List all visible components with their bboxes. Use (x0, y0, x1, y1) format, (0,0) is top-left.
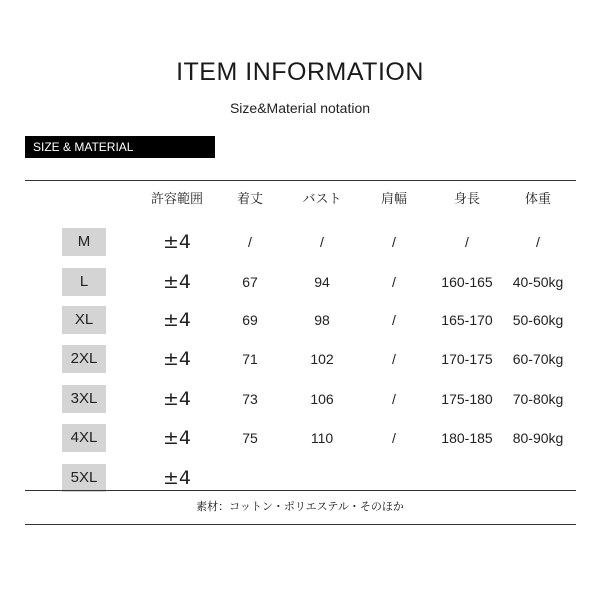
weight-cell: / (536, 234, 540, 250)
weight-cell: 60-70kg (512, 351, 564, 367)
length-cell: 71 (242, 351, 258, 367)
height-cell: 160-165 (441, 274, 493, 290)
height-cell: 170-175 (441, 351, 493, 367)
header-shoulder: 肩幅 (380, 192, 407, 207)
height-cell (432, 464, 502, 492)
length-cell: 73 (242, 391, 258, 407)
length-cell: / (248, 234, 252, 250)
table-row (0, 306, 600, 334)
header-length: 着丈 (236, 192, 263, 207)
height-cell: / (465, 234, 469, 250)
bust-cell: 94 (314, 274, 330, 290)
table-header-row (0, 188, 600, 206)
bottom-divider-upper (25, 490, 576, 491)
header-bust: バスト (302, 192, 342, 207)
header-height: 身長 (453, 192, 480, 207)
weight-cell: 70-80kg (512, 391, 564, 407)
tolerance-cell: ±4 (162, 348, 191, 370)
material-note: 素材：コットン・ポリエステル・そのほか (196, 500, 404, 513)
size-label: XL (62, 306, 106, 334)
table-row (0, 268, 600, 296)
table-row (0, 464, 600, 492)
weight-cell: 40-50kg (512, 274, 564, 290)
table-row (0, 424, 600, 452)
table-row (0, 228, 600, 256)
weight-cell: 50-60kg (512, 312, 564, 328)
size-label: 2XL (62, 345, 106, 373)
tolerance-cell: ±4 (162, 231, 191, 253)
length-cell (222, 464, 278, 492)
shoulder-cell (366, 464, 422, 492)
page-subtitle: Size&Material notation (229, 100, 371, 116)
size-label: 3XL (62, 385, 106, 413)
table-row (0, 385, 600, 413)
weight-cell (502, 464, 574, 492)
weight-cell: 80-90kg (512, 430, 564, 446)
page-title: ITEM INFORMATION (176, 58, 424, 86)
size-label: 5XL (62, 464, 106, 492)
length-cell: 75 (242, 430, 258, 446)
bust-cell: 98 (314, 312, 330, 328)
shoulder-cell: / (392, 274, 396, 290)
size-label: L (62, 268, 106, 296)
shoulder-cell: / (392, 234, 396, 250)
length-cell: 67 (242, 274, 258, 290)
shoulder-cell: / (392, 351, 396, 367)
bust-cell: / (320, 234, 324, 250)
bust-cell: 110 (310, 430, 334, 446)
bust-cell: 102 (310, 351, 334, 367)
length-cell: 69 (242, 312, 258, 328)
tolerance-cell: ±4 (162, 427, 191, 449)
table-row (0, 345, 600, 373)
section-banner: SIZE & MATERIAL (25, 136, 215, 158)
shoulder-cell: / (392, 391, 396, 407)
bottom-divider-lower (25, 524, 576, 525)
size-label: M (62, 228, 106, 256)
height-cell: 165-170 (441, 312, 493, 328)
tolerance-cell: ±4 (162, 309, 191, 331)
tolerance-cell: ±4 (162, 388, 191, 410)
shoulder-cell: / (392, 312, 396, 328)
size-label: 4XL (62, 424, 106, 452)
tolerance-cell: ±4 (162, 467, 191, 489)
height-cell: 175-180 (441, 391, 493, 407)
shoulder-cell: / (392, 430, 396, 446)
header-weight: 体重 (524, 192, 551, 207)
bust-cell: 106 (310, 391, 334, 407)
bust-cell (290, 464, 354, 492)
tolerance-cell: ±4 (162, 271, 191, 293)
header-tolerance: 許容範囲 (150, 192, 203, 207)
height-cell: 180-185 (441, 430, 493, 446)
top-divider (25, 180, 576, 181)
